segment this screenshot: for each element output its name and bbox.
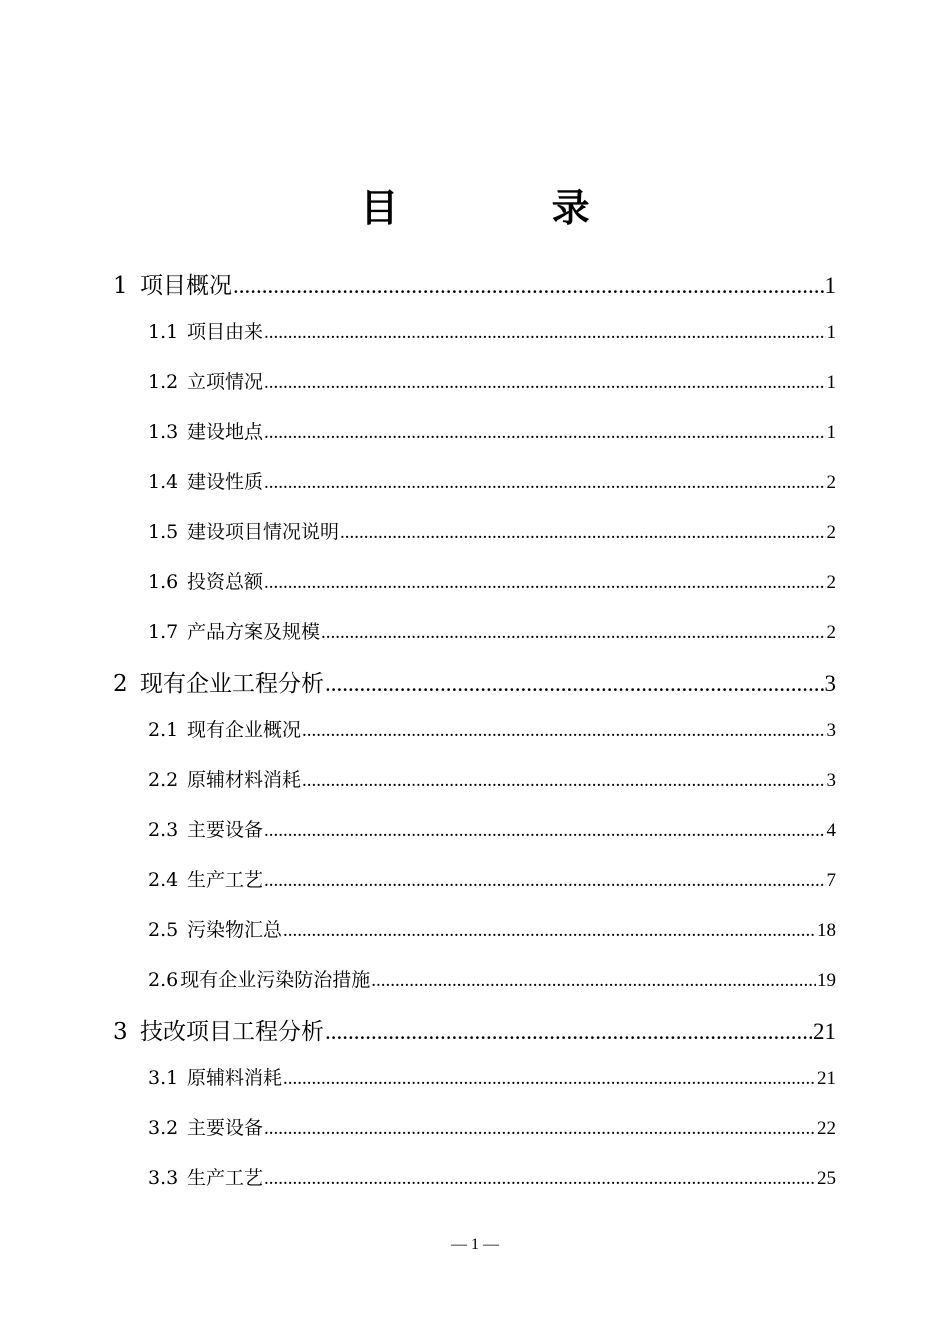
toc-entry-number: 3.2	[148, 1117, 179, 1139]
toc-leader-dots	[325, 1019, 812, 1045]
toc-entry-number: 2.1	[148, 719, 179, 741]
toc-entry[interactable]	[148, 617, 836, 647]
toc-entry-label: 投资总额	[187, 571, 264, 593]
toc-entry[interactable]	[148, 965, 836, 995]
page-number-footer: — 1 —	[451, 1236, 499, 1253]
toc-entry-label: 现有企业工程分析	[140, 671, 324, 697]
toc-entry-page: 3	[826, 770, 836, 791]
toc-entry-label: 原辅材料消耗	[187, 769, 302, 791]
toc-entry-label: 产品方案及规模	[187, 621, 321, 643]
toc-entry-label: 主要设备	[187, 1117, 264, 1139]
toc-entry-number: 2	[113, 671, 128, 697]
toc-leader-dots	[264, 472, 825, 494]
toc-entry-label: 建设项目情况说明	[187, 521, 340, 543]
toc-entry-page: 3	[826, 720, 836, 741]
toc-entry-number: 2.5	[148, 919, 179, 941]
toc-entry-label: 立项情况	[187, 371, 264, 393]
toc-entry[interactable]	[148, 517, 836, 547]
toc-entry[interactable]	[148, 317, 836, 347]
toc-entry[interactable]	[113, 1013, 836, 1047]
toc-entry-label: 项目由来	[187, 321, 264, 343]
toc-leader-dots	[264, 372, 825, 394]
toc-entry[interactable]	[113, 665, 836, 699]
toc-leader-dots	[340, 522, 825, 544]
toc-entry-page: 3	[824, 671, 836, 696]
toc-entry-page: 2	[826, 622, 836, 643]
toc-entry-page: 7	[826, 870, 836, 891]
toc-leader-dots	[264, 422, 825, 444]
toc-entry-page: 1	[824, 273, 836, 298]
toc-entry[interactable]	[148, 1063, 836, 1093]
toc-entry[interactable]	[148, 915, 836, 945]
toc-entry-page: 22	[817, 1118, 836, 1139]
toc-leader-dots	[371, 970, 816, 992]
toc-leader-dots	[283, 920, 816, 942]
toc-entry[interactable]	[148, 765, 836, 795]
toc-leader-dots	[264, 1118, 816, 1140]
toc-entry-number: 1.4	[148, 471, 179, 493]
toc-entry-page: 18	[817, 920, 836, 941]
toc-leader-dots	[264, 870, 825, 892]
toc-leader-dots	[264, 572, 825, 594]
toc-entry-number: 1.7	[148, 621, 179, 643]
toc-entry-number: 2.3	[148, 819, 179, 841]
toc-entry-page: 2	[826, 522, 836, 543]
toc-entry-label: 生产工艺	[187, 1167, 264, 1189]
toc-entry[interactable]	[148, 567, 836, 597]
toc-entry[interactable]	[148, 815, 836, 845]
toc-entry[interactable]	[148, 417, 836, 447]
toc-entry-number: 3.3	[148, 1167, 179, 1189]
toc-entry-number: 2.6	[148, 969, 179, 991]
toc-entry-number: 1.3	[148, 421, 179, 443]
toc-entry[interactable]	[148, 1163, 836, 1193]
toc-entry[interactable]	[148, 715, 836, 745]
toc-entry-page: 2	[826, 572, 836, 593]
toc-entry-number: 1.1	[148, 321, 179, 343]
toc-entry-page: 19	[817, 970, 836, 991]
toc-leader-dots	[233, 273, 824, 299]
toc-entry-number: 2.4	[148, 869, 179, 891]
toc-entry-label: 建设性质	[187, 471, 264, 493]
toc-entry-label: 技改项目工程分析	[140, 1019, 324, 1045]
toc-entry-label: 现有企业概况	[187, 719, 302, 741]
toc-entry[interactable]	[148, 1113, 836, 1143]
toc-entry-page: 25	[817, 1168, 836, 1189]
toc-leader-dots	[264, 820, 825, 842]
toc-leader-dots	[264, 322, 825, 344]
toc-leader-dots	[283, 1068, 816, 1090]
toc-entry-page: 2	[826, 472, 836, 493]
toc-entry-label: 主要设备	[187, 819, 264, 841]
toc-entry-label: 项目概况	[140, 273, 232, 299]
toc-entry[interactable]	[113, 267, 836, 301]
toc-entry-page: 21	[813, 1019, 836, 1044]
toc-title: 目 录	[360, 186, 660, 230]
toc-entry-label: 建设地点	[187, 421, 264, 443]
toc-leader-dots	[325, 671, 824, 697]
toc-leader-dots	[321, 622, 825, 644]
toc-entry-page: 21	[817, 1068, 836, 1089]
toc-entry[interactable]	[148, 865, 836, 895]
toc-entry-page: 1	[826, 422, 836, 443]
toc-entry-number: 1	[113, 273, 128, 299]
toc-entry[interactable]	[148, 367, 836, 397]
toc-leader-dots	[302, 770, 825, 792]
toc-entry-page: 4	[826, 820, 836, 841]
toc-entry-label: 污染物汇总	[187, 919, 283, 941]
toc-entry-label: 生产工艺	[187, 869, 264, 891]
toc-entry-number: 1.5	[148, 521, 179, 543]
toc-entry-number: 1.6	[148, 571, 179, 593]
toc-leader-dots	[264, 1168, 816, 1190]
toc-entry-number: 2.2	[148, 769, 179, 791]
toc-entry-number: 1.2	[148, 371, 179, 393]
toc-entry-number: 3.1	[148, 1067, 179, 1089]
toc-entry-page: 1	[826, 322, 836, 343]
toc-entry-label: 原辅料消耗	[187, 1067, 283, 1089]
toc-entry[interactable]	[148, 467, 836, 497]
toc-entry-label: 现有企业污染防治措施	[180, 969, 371, 991]
toc-entry-number: 3	[113, 1019, 128, 1045]
toc-leader-dots	[302, 720, 825, 742]
toc-entry-page: 1	[826, 372, 836, 393]
